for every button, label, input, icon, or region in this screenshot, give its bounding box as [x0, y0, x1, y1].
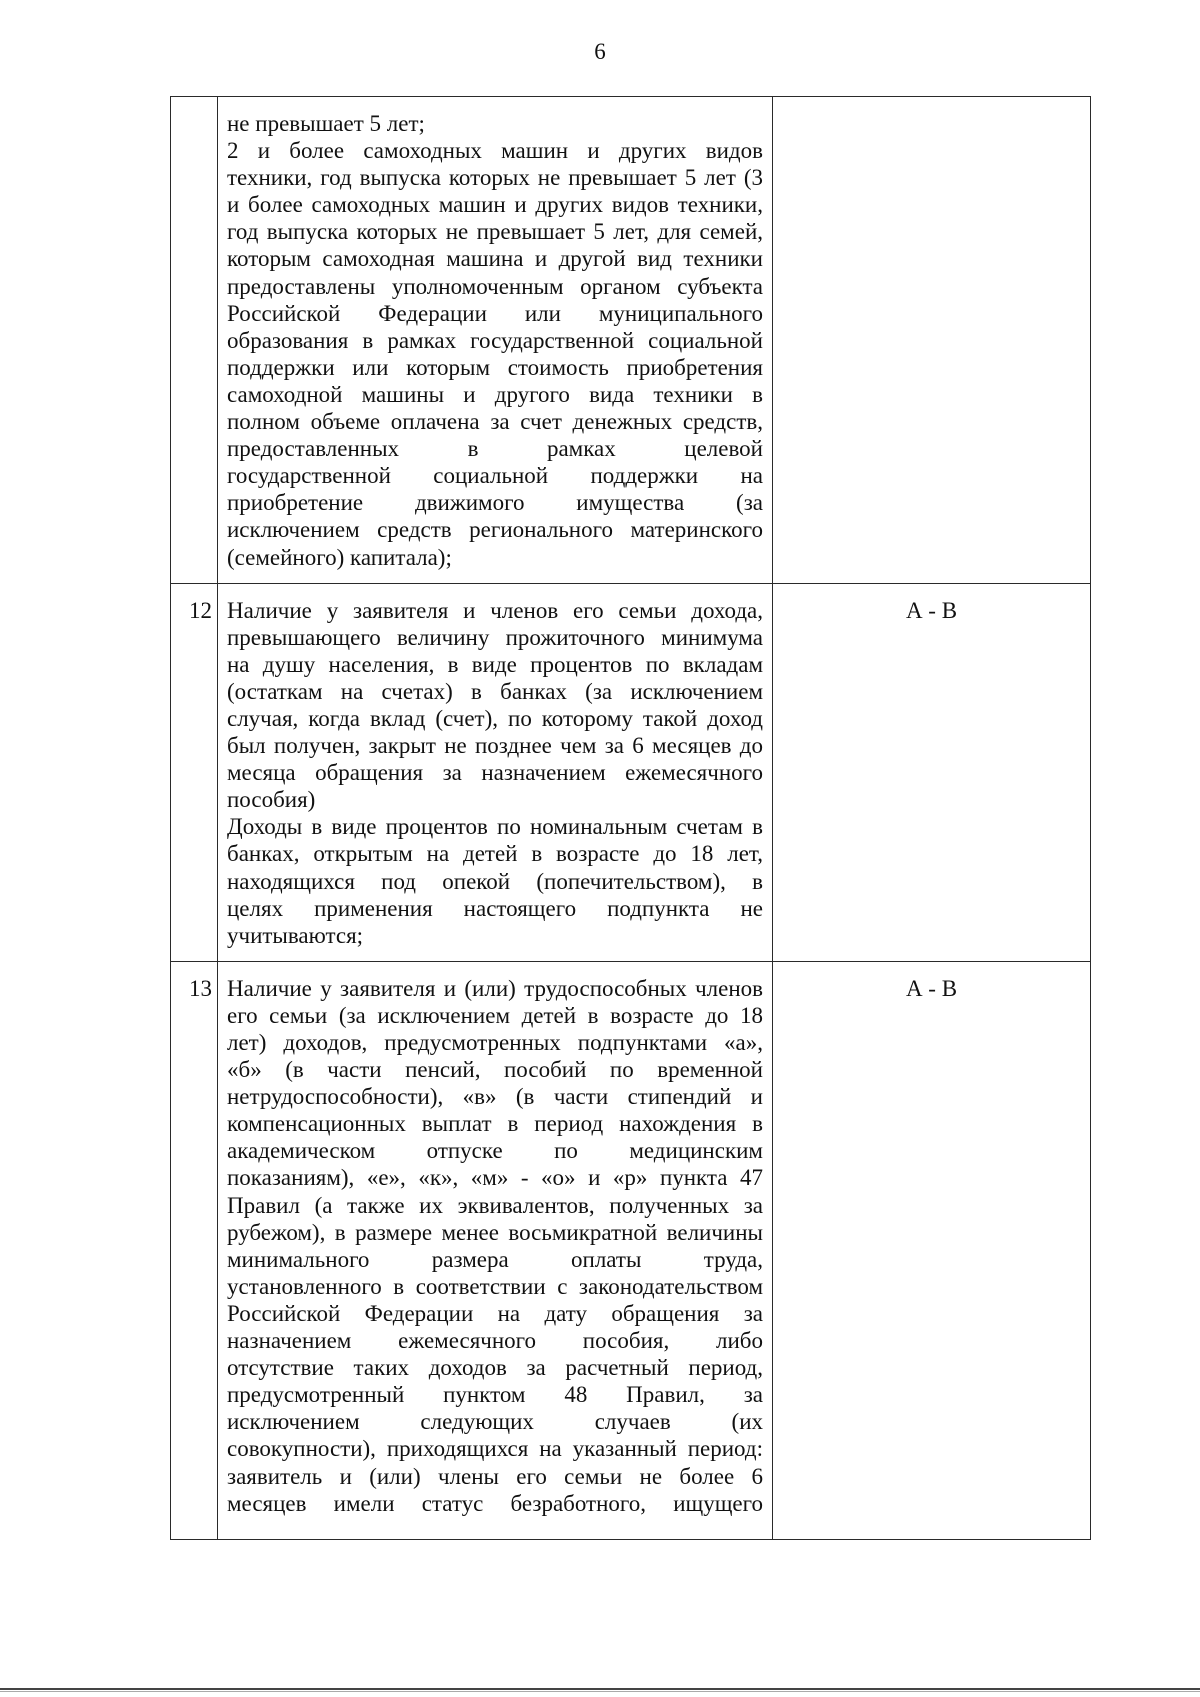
text-line: предусмотренный пунктом 48 Правил, за: [227, 1382, 763, 1408]
text-line: был получен, закрыт не позднее чем за 6 месяцев до: [227, 733, 763, 759]
table-row: [171, 961, 1091, 1539]
row-text: [218, 961, 773, 1539]
table-row: [171, 97, 1091, 584]
text-line: на душу населения, в виде процентов по вкладам: [227, 651, 763, 677]
text-line: и более самоходных машин и других видов техники,: [227, 192, 763, 218]
text-line: предоставленных в рамках целевой: [227, 436, 763, 462]
text-line: академическом отпуске по медицинским: [227, 1138, 763, 1164]
text-line: отсутствие таких доходов за расчетный период,: [227, 1355, 763, 1381]
table-body: [171, 97, 1091, 1540]
text-line: не превышает 5 лет;: [227, 111, 425, 136]
text-line: случая, когда вклад (счет), по которому такой доход: [227, 705, 763, 731]
text-line: полном объеме оплачена за счет денежных средств,: [227, 409, 763, 435]
text-line: Российской Федерации или муниципального: [227, 300, 763, 326]
page-number: 6: [594, 39, 606, 64]
text-line: совокупности), приходящихся на указанный период:: [227, 1436, 763, 1462]
text-line: учитываются;: [227, 922, 364, 948]
table-row: [171, 583, 1091, 961]
text-line: государственной социальной поддержки на: [227, 463, 763, 489]
text-line: превышающего величину прожиточного минимума: [227, 624, 763, 650]
text-line: заявитель и (или) члены его семьи не более 6: [227, 1463, 763, 1489]
row-code: А - В: [773, 583, 1091, 961]
text-line: исключением следующих случаев (их: [227, 1409, 763, 1435]
row-number: 12: [171, 583, 218, 961]
text-line: пособия): [227, 787, 316, 813]
text-line: предоставлены уполномоченным органом субъекта: [227, 273, 763, 299]
text-line: целях применения настоящего подпункта не: [227, 895, 763, 921]
text-line: (остаткам на счетах) в банках (за исключением: [227, 678, 763, 704]
text-line: месяцев имели статус безработного, ищущего: [227, 1490, 763, 1516]
text-line: 2 и более самоходных машин и других видов: [227, 138, 763, 164]
text-line: поддержки или которым стоимость приобретения: [227, 354, 763, 380]
text-line: Российской Федерации на дату обращения за: [227, 1300, 763, 1326]
row-text: [218, 583, 773, 961]
row-text: [218, 97, 773, 584]
text-line: находящихся под опекой (попечительством), в: [227, 868, 763, 894]
row-number: 13: [171, 961, 218, 1539]
text-line: техники, год выпуска которых не превышает 5 лет (3: [227, 165, 763, 191]
text-line: Доходы в виде процентов по номинальным счетам в: [227, 814, 763, 840]
criteria-table: [170, 96, 1091, 1540]
row-code: А - В: [773, 961, 1091, 1539]
text-line: его семьи (за исключением детей в возрасте до 18: [227, 1002, 763, 1028]
text-line: банках, открытым на детей в возрасте до 18 лет,: [227, 841, 763, 867]
text-line: компенсационных выплат в период нахождения в: [227, 1111, 763, 1137]
row-code: [773, 97, 1091, 584]
text-line: «б» (в части пенсий, пособий по временной: [227, 1057, 763, 1083]
text-line: месяца обращения за назначением ежемесячного: [227, 760, 763, 786]
text-line: лет) доходов, предусмотренных подпунктами «а»,: [227, 1030, 763, 1055]
row-number: [171, 97, 218, 584]
text-line: самоходной машины и другого вида техники в: [227, 381, 763, 407]
scan-edge-line: [0, 1688, 1200, 1690]
scan-edge-line-faint: [0, 1691, 1200, 1692]
text-line: год выпуска которых не превышает 5 лет, для семей,: [227, 219, 763, 245]
text-line: нетрудоспособности), «в» (в части стипендий и: [227, 1084, 763, 1110]
text-line: Правил (а также их эквивалентов, полученных за: [227, 1192, 763, 1218]
text-line: Наличие у заявителя и (или) трудоспособных членов: [227, 975, 763, 1001]
text-line: установленного в соответствии с законодательством: [227, 1273, 763, 1299]
text-line: которым самоходная машина и другой вид техники: [227, 246, 763, 272]
text-line: назначением ежемесячного пособия, либо: [227, 1328, 763, 1354]
text-line: показаниям), «е», «к», «м» - «о» и «р» пункта 47: [227, 1165, 763, 1191]
text-line: Наличие у заявителя и членов его семьи дохода,: [227, 597, 763, 623]
text-line: (семейного) капитала);: [227, 544, 452, 570]
text-line: приобретение движимого имущества (за: [227, 490, 763, 516]
text-line: минимального размера оплаты труда,: [227, 1246, 763, 1272]
text-line: исключением средств регионального материнского: [227, 517, 763, 543]
text-line: образования в рамках государственной социальной: [227, 327, 763, 353]
text-line: рубежом), в размере менее восьмикратной величины: [227, 1219, 763, 1245]
